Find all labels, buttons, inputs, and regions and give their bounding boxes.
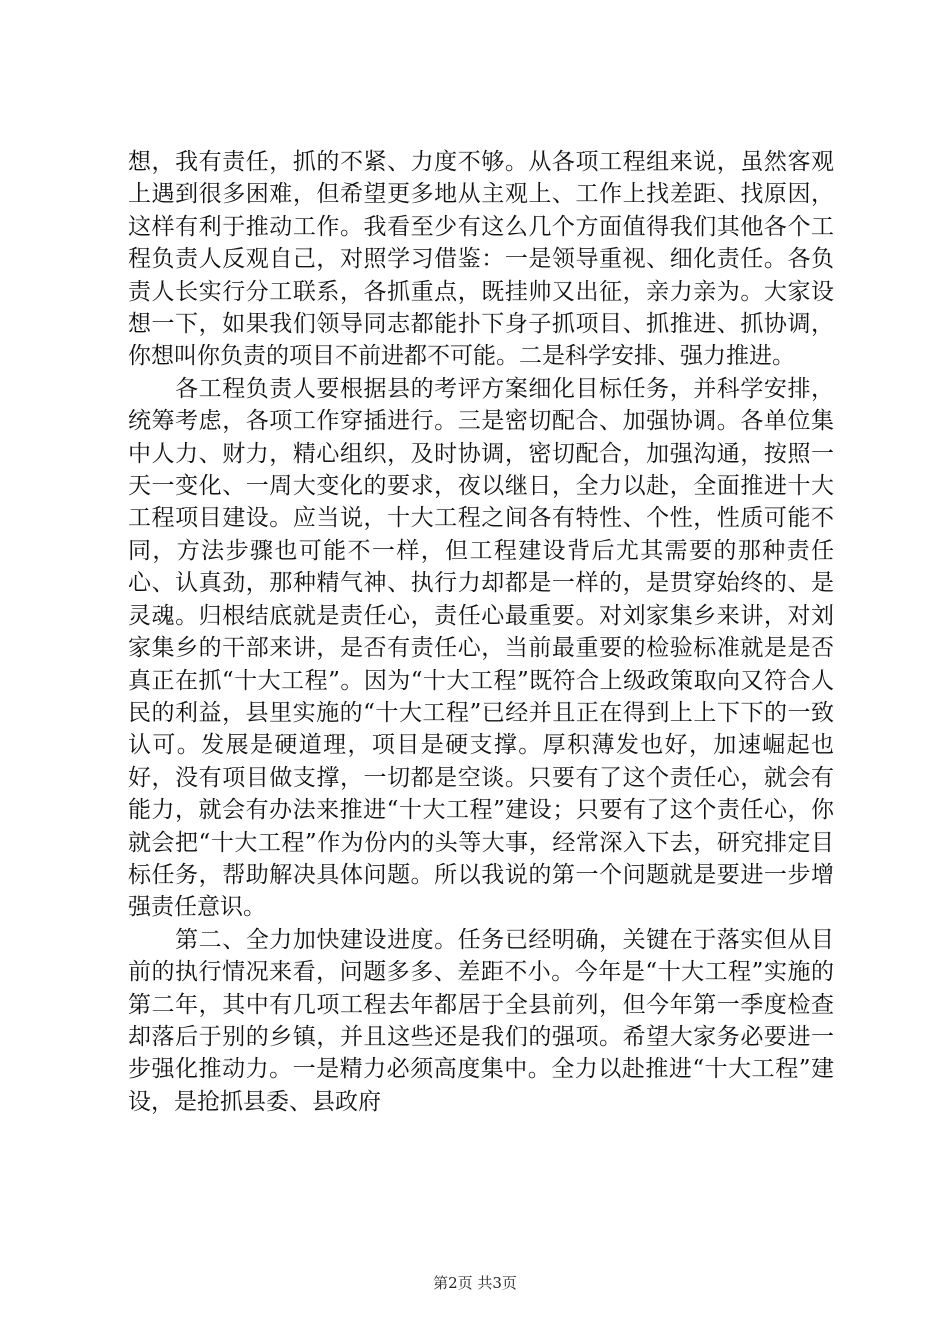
document-body [128,146,834,1118]
paragraph-3: 第二、全力加快建设进度。任务已经明确，关键在于落实但从目前的执行情况来看，问题多多、差距不小。今年是“十大工程”实施的第二年，其中有几项工程去年都居于全县前列，但今年第一季度检查却落后于别的乡镇，并且这些还是我们的强项。希望大家务必要进一步强化推动力。一是精力必须高度集中。全力以赴推进“十大工程”建设，是抢抓县委、县政府 [128,926,834,1115]
page-footer: 第2页 共3页 [433,1274,517,1292]
paragraph-2: 各工程负责人要根据县的考评方案细化目标任务，并科学安排，统筹考虑，各项工作穿插进行。三是密切配合、加强协调。各单位集中人力、财力，精心组织，及时协调，密切配合，加强沟通，按照一天一变化、一周大变化的要求，夜以继日，全力以赴，全面推进十大工程项目建设。应当说，十大工程之间各有特性、个性，性质可能不同，方法步骤也可能不一样，但工程建设背后尤其需要的那种责任心、认真劲，那种精气神、执行力却都是一样的，是贯穿始终的、是灵魂。归根结底就是责任心，责任心最重要。对刘家集乡来讲，对刘家集乡的干部来讲，是否有责任心，当前最重要的检验标准就是是否真正在抓“十大工程”。因为“十大工程”既符合上级政策取向又符合人民的利益，县里实施的“十大工程”已经并且正在得到上上下下的一致认可。发展是硬道理，项目是硬支撑。厚积薄发也好，加速崛起也好，没有项目做支撑，一切都是空谈。只要有了这个责任心，就会有能力，就会有办法来推进“十大工程”建设；只要有了这个责任心，你就会把“十大工程”作为份内的头等大事，经常深入下去，研究排定目标任务，帮助解决具体问题。所以我说的第一个问题就是要进一步增强责任意识。 [128,375,834,921]
paragraph-1: 想，我有责任，抓的不紧、力度不够。从各项工程组来说，虽然客观上遇到很多困难，但希望更多地从主观上、工作上找差距、找原因，这样有利于推动工作。我看至少有这么几个方面值得我们其他各个工程负责人反观自己，对照学习借鉴：一是领导重视、细化责任。各负责人长实行分工联系，各抓重点，既挂帅又出征，亲力亲为。大家设想一下，如果我们领导同志都能扑下身子抓项目、抓推进、抓协调，你想叫你负责的项目不前进都不可能。二是科学安排、强力推进。 [128,149,834,370]
